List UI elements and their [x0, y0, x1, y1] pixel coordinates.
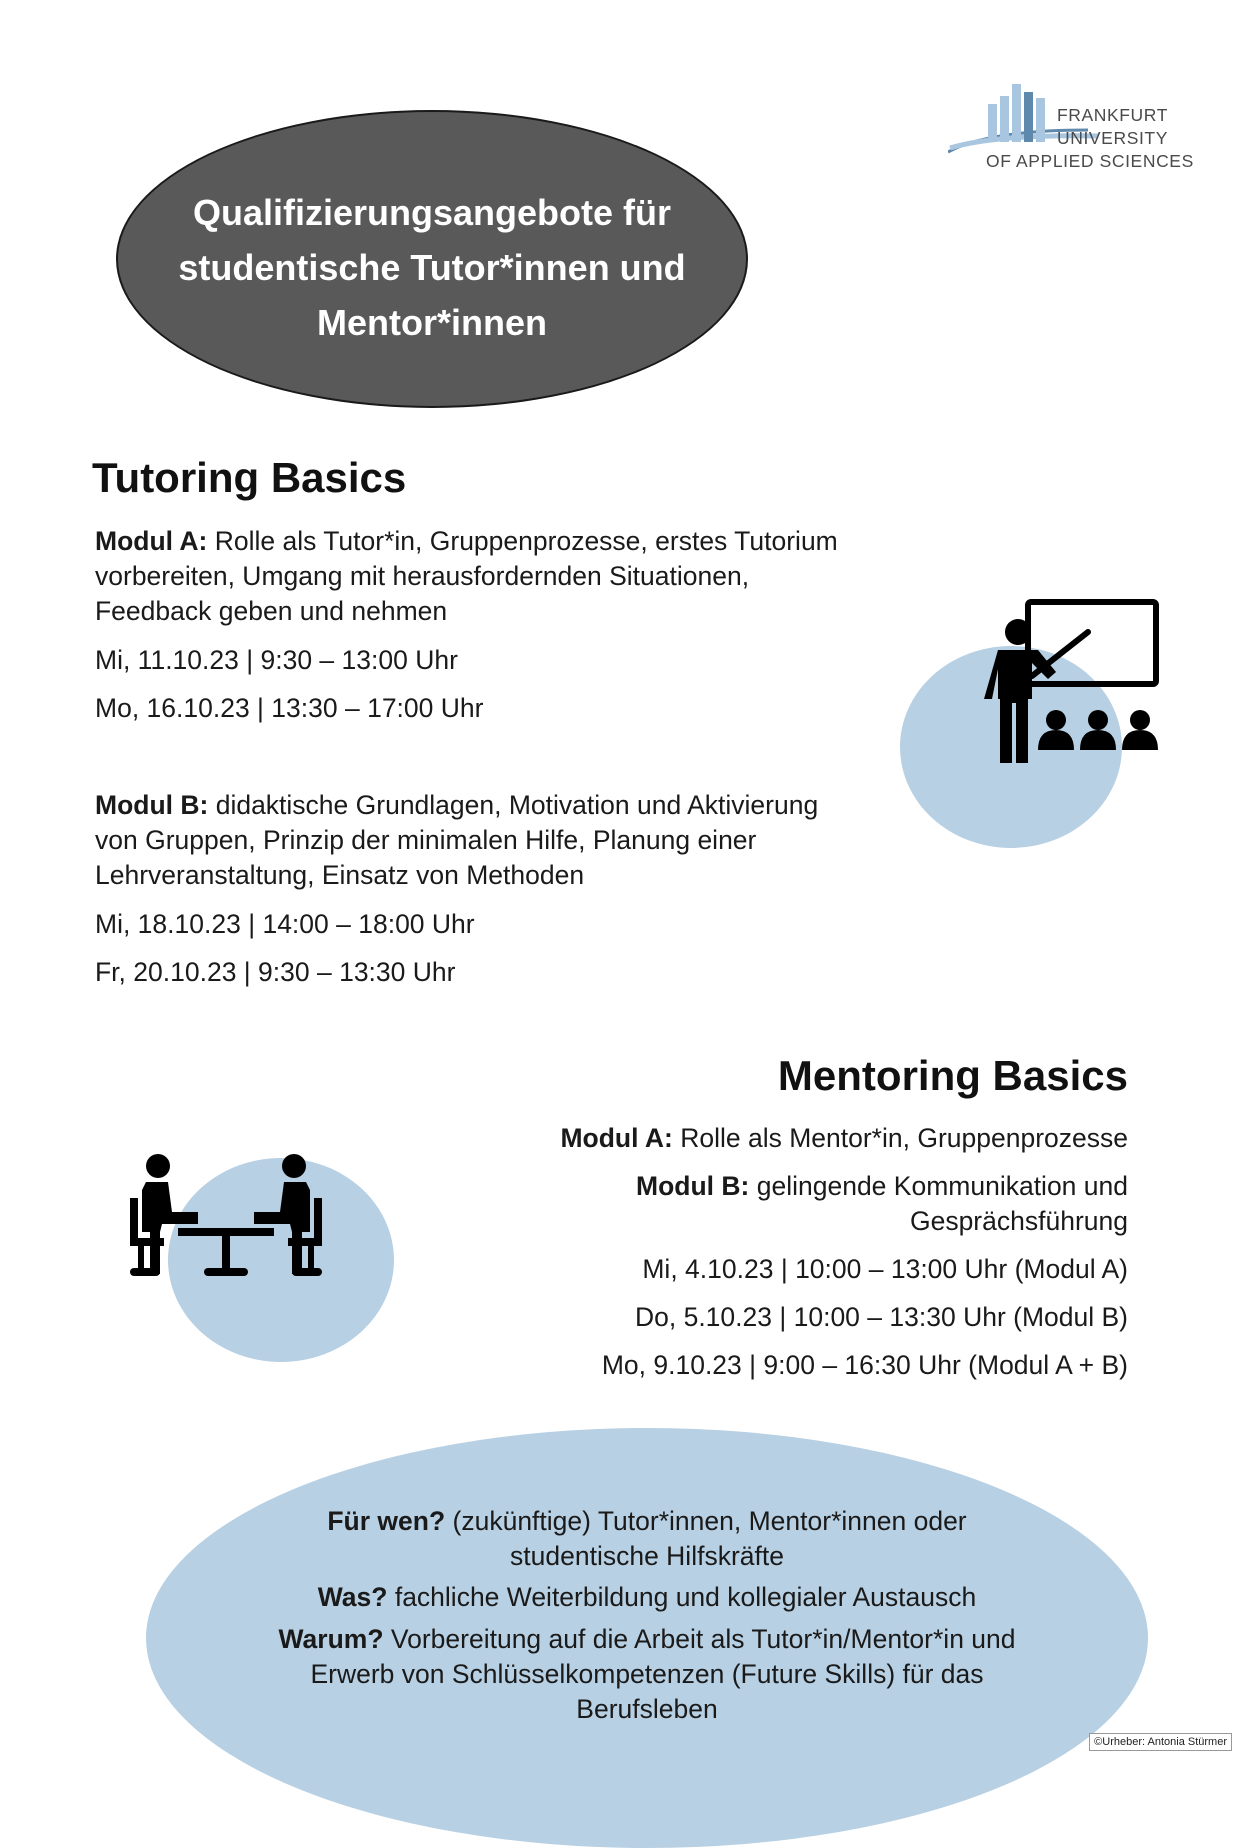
- tutoring-modul-b-desc-1: didaktische Grundlagen, Motivation und Aktivierung: [215, 790, 819, 820]
- meeting-table-icon: [128, 1148, 324, 1282]
- tutoring-modul-a-desc-3: Feedback geben und nehmen: [95, 596, 448, 626]
- tutoring-heading: Tutoring Basics: [92, 454, 407, 501]
- info-wer: [146, 1504, 1148, 1574]
- tutoring-modul-b-date-2: Fr, 20.10.23 | 9:30 – 13:30 Uhr: [95, 957, 456, 987]
- info-was-label: Was?: [317, 1582, 388, 1612]
- mentoring-modul-b-label: Modul B:: [636, 1171, 750, 1201]
- mentoring-modul-b-desc-1: gelingende Kommunikation und: [756, 1171, 1128, 1201]
- info-wer-text-1: (zukünftige) Tutor*innen, Mentor*innen oder: [452, 1506, 967, 1536]
- tutoring-modul-a-desc-2: vorbereiten, Umgang mit herausfordernden Situationen,: [95, 561, 750, 591]
- mentoring-date-2: Do, 5.10.23 | 10:00 – 13:30 Uhr (Modul B): [634, 1302, 1128, 1332]
- mentoring-modul-a-label: Modul A:: [560, 1123, 673, 1153]
- mentoring-modul-b: [636, 1169, 1128, 1239]
- info-was-text: fachliche Weiterbildung und kollegialer Austausch: [394, 1582, 977, 1612]
- logo-line-2: UNIVERSITY: [1056, 128, 1168, 148]
- info-warum-text-1: Vorbereitung auf die Arbeit als Tutor*in/Mentor*in und: [390, 1624, 1016, 1654]
- title-line-3: Mentor*innen: [317, 302, 547, 343]
- teacher-presentation-icon: [980, 598, 1162, 763]
- tutoring-modul-b-desc-2: von Gruppen, Prinzip der minimalen Hilfe, Planung einer: [95, 825, 757, 855]
- tutoring-modul-a-date-1: Mi, 11.10.23 | 9:30 – 13:00 Uhr: [95, 645, 458, 675]
- mentoring-date-1: Mi, 4.10.23 | 10:00 – 13:00 Uhr (Modul A): [642, 1254, 1128, 1284]
- info-warum: [146, 1622, 1148, 1727]
- title-line-1: Qualifizierungsangebote für: [192, 192, 672, 233]
- logo-line-1: FRANKFURT: [1056, 105, 1168, 125]
- info-warum-text-2: Erwerb von Schlüsselkompetenzen (Future Skills) für das: [310, 1659, 984, 1689]
- info-warum-label: Warum?: [278, 1624, 384, 1654]
- tutoring-modul-b-desc-3: Lehrveranstaltung, Einsatz von Methoden: [95, 860, 585, 890]
- tutoring-modul-a-desc-1: Rolle als Tutor*in, Gruppenprozesse, erstes Tutorium: [214, 526, 838, 556]
- page-title: [116, 185, 748, 350]
- tutoring-modul-a-date-2: Mo, 16.10.23 | 13:30 – 17:00 Uhr: [95, 693, 484, 723]
- mentoring-heading: Mentoring Basics: [777, 1052, 1128, 1099]
- tutoring-modul-a: [95, 524, 838, 629]
- image-credit: ©Urheber: Antonia Stürmer: [1089, 1733, 1232, 1751]
- mentoring-modul-b-desc-2: Gesprächsführung: [909, 1206, 1128, 1236]
- university-logo: [948, 82, 1194, 182]
- info-wer-text-2: studentische Hilfskräfte: [510, 1541, 784, 1571]
- tutoring-modul-b: [95, 788, 818, 893]
- mentoring-modul-a-desc: Rolle als Mentor*in, Gruppenprozesse: [680, 1123, 1128, 1153]
- info-warum-text-3: Berufsleben: [576, 1694, 718, 1724]
- mentoring-date-3: Mo, 9.10.23 | 9:00 – 16:30 Uhr (Modul A + B): [601, 1350, 1128, 1380]
- logo-line-3: OF APPLIED SCIENCES: [986, 151, 1194, 171]
- tutoring-modul-b-date-1: Mi, 18.10.23 | 14:00 – 18:00 Uhr: [95, 909, 475, 939]
- mentoring-modul-a: [560, 1121, 1128, 1156]
- title-line-2: studentische Tutor*innen und: [178, 247, 686, 288]
- info-wer-label: Für wen?: [327, 1506, 446, 1536]
- tutoring-modul-b-label: Modul B:: [95, 790, 209, 820]
- info-was: [146, 1580, 1148, 1615]
- tutoring-modul-a-label: Modul A:: [95, 526, 208, 556]
